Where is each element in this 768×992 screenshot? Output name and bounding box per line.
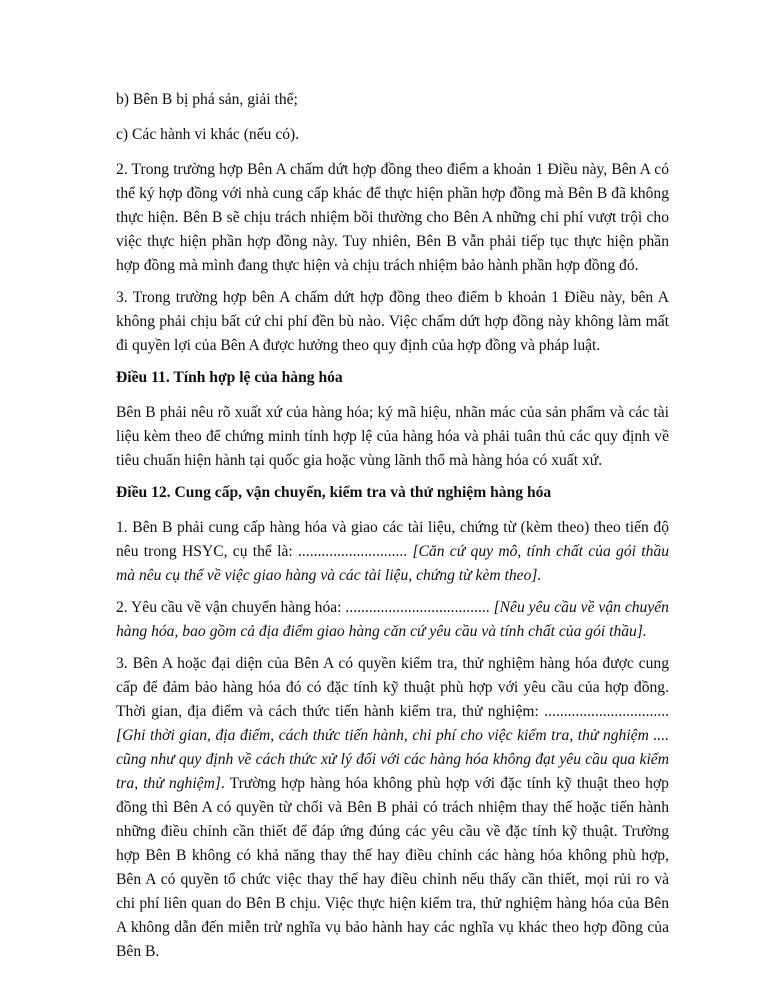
article-12-item-1-note: [Căn cứ quy mô, tính chất của gói thầu mà nêu cụ thể về việc giao hàng và các tài liệu, chứng từ kèm theo]. (116, 543, 669, 584)
article-12-item-2-note: [Nêu yêu cầu về vận chuyển hàng hóa, bao gồm cả địa điểm giao hàng căn cứ yêu cầu và tính chất của gói thầu]. (116, 599, 669, 640)
article-12-item-3-text: 3. Bên A hoặc đại diện của Bên A có quyền kiểm tra, thử nghiệm hàng hóa được cung cấp để đảm bảo hàng hóa đó có đặc tính kỹ thuật phù hợp với yêu cầu của hợp đồng. Thời gian, địa điểm và cách thức tiến hành kiểm tra, thử nghiệm: ................................ (116, 655, 669, 720)
article-12-item-2 (116, 596, 669, 644)
article-12-heading: Điều 12. Cung cấp, vận chuyển, kiểm tra và thử nghiệm hàng hóa (116, 484, 552, 501)
document-page (116, 88, 669, 972)
clause-item-b: b) Bên B bị phá sản, giải thể; (116, 91, 298, 108)
article-12-item-3-rest: . Trường hợp hàng hóa không phù hợp với đặc tính kỹ thuật theo hợp đồng thì Bên A có quyền từ chối và Bên B phải có trách nhiệm thay thế hoặc tiến hành những điều chỉnh cần thiết để đáp ứng đúng các yêu cầu về đặc tính kỹ thuật. Trường hợp Bên B không có khả năng thay thế hay điều chỉnh các hàng hóa không phù hợp, Bên A có quyền tổ chức việc thay thế hay điều chỉnh nếu thấy cần thiết, mọi rủi ro và chi phí liên quan do Bên B chịu. Việc thực hiện kiểm tra, thử nghiệm hàng hóa của Bên A không dẫn đến miễn trừ nghĩa vụ bảo hành hay các nghĩa vụ khác theo hợp đồng của Bên B. (116, 775, 669, 960)
article-12-item-3-note: [Ghi thời gian, địa điểm, cách thức tiến hành, chi phí cho việc kiểm tra, thử nghiệm .... cũng như quy định về cách thức xử lý đối với các hàng hóa không đạt yêu cầu qua kiểm tra, thử nghiệm] (116, 727, 669, 792)
clause-paragraph-2: 2. Trong trường hợp Bên A chấm dứt hợp đồng theo điểm a khoản 1 Điều này, Bên A có thể ký hợp đồng với nhà cung cấp khác để thực hiện phần hợp đồng mà Bên B đã không thực hiện. Bên B sẽ chịu trách nhiệm bồi thường cho Bên A những chi phí vượt trội cho việc thực hiện phần hợp đồng này. Tuy nhiên, Bên B vẫn phải tiếp tục thực hiện phần hợp đồng mà mình đang thực hiện và chịu trách nhiệm bảo hành phần hợp đồng đó. (116, 161, 669, 274)
article-11-heading: Điều 11. Tính hợp lệ của hàng hóa (116, 369, 343, 386)
clause-paragraph-3: 3. Trong trường hợp bên A chấm dứt hợp đồng theo điểm b khoản 1 Điều này, bên A không phải chịu bất cứ chi phí đền bù nào. Việc chấm dứt hợp đồng này không làm mất đi quyền lợi của Bên A được hưởng theo quy định của hợp đồng và pháp luật. (116, 289, 669, 354)
clause-item-c: c) Các hành vi khác (nếu có). (116, 126, 300, 143)
article-12-item-3 (116, 652, 669, 964)
article-11-body: Bên B phải nêu rõ xuất xứ của hàng hóa; ký mã hiệu, nhãn mác của sản phẩm và các tài liệu kèm theo để chứng minh tính hợp lệ của hàng hóa và phải tuân thủ các quy định về tiêu chuẩn hiện hành tại quốc gia hoặc vùng lãnh thổ mà hàng hóa có xuất xứ. (116, 404, 669, 469)
article-12-item-1 (116, 516, 669, 588)
article-12-item-2-text: 2. Yêu cầu về vận chuyển hàng hóa: ..................................... (116, 599, 494, 616)
article-12-item-1-text: 1. Bên B phải cung cấp hàng hóa và giao các tài liệu, chứng từ (kèm theo) theo tiến độ nêu trong HSYC, cụ thể là: ............................ (116, 519, 669, 560)
